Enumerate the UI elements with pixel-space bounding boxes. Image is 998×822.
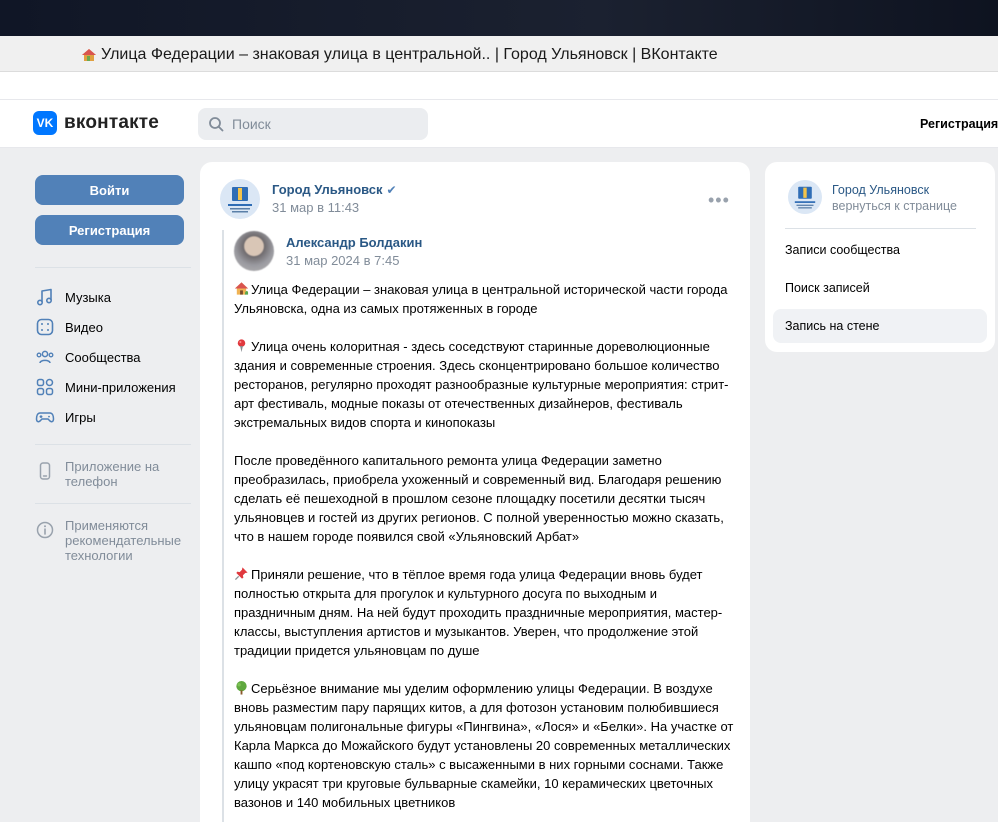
right-nav-wall-post[interactable]: Запись на стене [773,309,987,343]
sidebar-divider [35,503,191,504]
more-options-icon[interactable]: ••• [708,190,730,210]
browser-toolbar-gap [0,72,998,100]
sidebar-item-music[interactable] [35,285,111,309]
search-icon [208,116,224,132]
login-button[interactable]: Войти [35,175,184,205]
right-nav-search-posts[interactable]: Поиск записей [785,281,870,295]
author-avatar[interactable] [234,231,274,271]
sidebar-item-label: Игры [65,409,96,425]
header-register-link[interactable]: Регистрация [920,117,998,131]
right-group-name-link[interactable]: Город Ульяновск [832,183,930,197]
music-icon [35,287,55,307]
post-paragraph-text: После проведённого капитального ремонта улица Федерации заметно преобразилась, приобрела ухоженный и современный вид. Благодаря решению сделать её пешеходной в прошлом сезоне площадку посетили десятки тысяч ульяновцев и гостей из других регионов. С полной уверенностью можно сказать, что в нашем городе появился свой «Ульяновский Арбат» [234,453,724,544]
author-name-link[interactable]: Александр Болдакин [286,235,423,250]
city-emblem-icon [788,180,822,214]
house-favicon-icon [81,48,97,62]
post-paragraph-text: Приняли решение, что в тёплое время года улица Федерации вновь будет полностью открыта для прогулок и культурного досуга по выходным и праздничным дням. На ней будут проходить праздничные мероприятия, мастер-классы, выступления артистов и музыкантов. Уверен, что продолжение этой традиции придется ульяновцам по душе [234,567,723,658]
verified-icon: ✔ [386,183,397,197]
post-date[interactable]: 31 мар в 11:43 [272,200,360,215]
mini-apps-icon [35,377,55,397]
group-avatar[interactable] [220,179,260,219]
sidebar-item-mini-apps[interactable] [35,375,176,399]
sidebar-item-games[interactable] [35,405,96,429]
sidebar-item-label: Мини-приложения [65,379,176,395]
post-paragraph-text: Серьёзное внимание мы уделим оформлению улицы Федерации. В воздухе вновь разместим пару парящих китов, а для фотозон установим полюбившиеся ульяновцам полигональные фигуры «Пингвина», «Лося» и «Белки». На участке от Карла Маркса до Можайского будут установлены 20 современных металлических кашпо «под кортеновскую сталь» с высаженными в них горными соснами. Также улицу украсят три круговые бульварные скамейки, 10 керамических цветочных вазонов и 140 мобильных цветников [234,681,734,810]
video-icon [35,317,55,337]
sidebar-item-video[interactable] [35,315,103,339]
post-paragraph-text: Улица Федерации – знаковая улица в центральной исторической части города Ульяновска, одна из самых протяженных в городе [234,282,728,316]
os-taskbar [0,0,998,36]
repost-indicator-line [222,230,224,822]
vk-logo-icon[interactable]: VK [33,111,57,135]
games-icon [35,407,55,427]
register-button[interactable]: Регистрация [35,215,184,245]
sidebar-item-recommendations[interactable] [35,518,195,563]
right-group-avatar[interactable] [788,180,822,214]
post-paragraph [234,679,734,812]
sidebar-divider [35,444,191,445]
post-paragraph-text: Улица очень колоритная - здесь соседствуют старинные дореволюционные здания и современные строения. Здесь сконцентрировано большое количество ресторанов, регулярно проходят разнообразные культурные мероприятия: стрит-арт фестиваль, модные показы от отечественных дизайнеров, фестиваль экстремальных видов спорта и кинопоказы [234,339,729,430]
post-text [234,280,734,822]
browser-tab-title[interactable]: Улица Федерации – знаковая улица в центральной.. | Город Ульяновск | ВКонтакте [101,46,718,63]
sidebar-item-label: Музыка [65,289,111,305]
post-paragraph [234,451,734,546]
sidebar-divider [35,267,191,268]
communities-icon [35,347,55,367]
sidebar-app-label: Приложение на телефон [65,459,160,489]
sidebar-item-label: Видео [65,319,103,335]
post-paragraph [234,280,734,318]
author-date[interactable]: 31 мар 2024 в 7:45 [286,253,400,268]
pin-emoji-icon [234,338,249,353]
group-name: Город Ульяновск [272,182,383,197]
post-paragraph [234,337,734,432]
search-placeholder: Поиск [232,116,271,132]
right-nav-community-posts[interactable]: Записи сообщества [785,243,900,257]
vk-logo-text[interactable]: вконтакте [64,112,160,133]
house-emoji-icon [234,281,249,296]
pushpin-emoji-icon [234,566,249,581]
sidebar-item-communities[interactable] [35,345,141,369]
right-panel-divider [785,228,976,229]
tree-emoji-icon [234,680,249,695]
info-icon [35,520,55,540]
back-to-page-link[interactable]: вернуться к странице [832,199,957,213]
post-paragraph [234,565,734,660]
group-name-link[interactable] [272,182,397,197]
sidebar-recommend-label: Применяются рекомендательные технологии [65,518,182,563]
sidebar-item-label: Сообщества [65,349,141,365]
sidebar-item-mobile-app[interactable] [35,459,195,489]
city-emblem-icon [220,179,260,219]
phone-icon [35,461,55,481]
